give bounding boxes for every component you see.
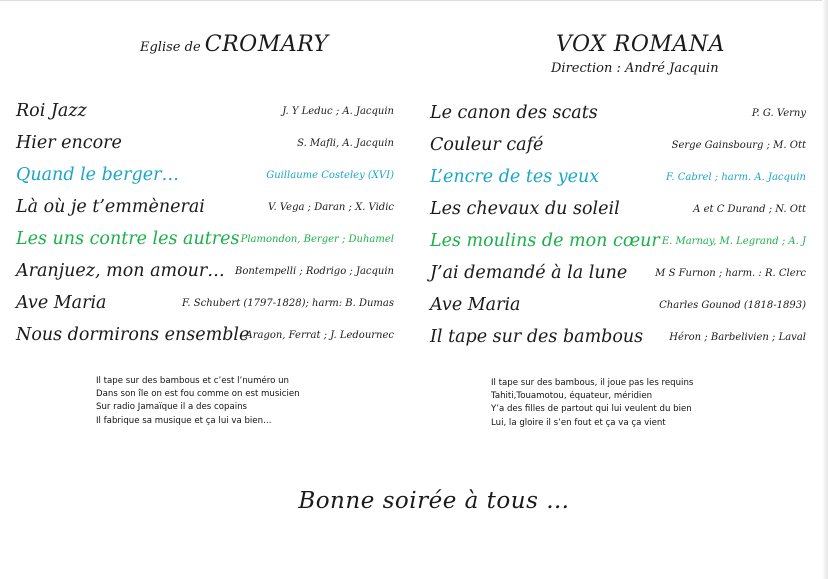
lyric-line: Il tape sur des bambous et c’est l’numéro un bbox=[96, 376, 289, 386]
song-credit: J. Y Leduc ; A. Jacquin bbox=[282, 106, 394, 117]
lyrics-right bbox=[491, 377, 693, 430]
song-title: Là où je t’emmènerai bbox=[16, 197, 205, 217]
song-credit: Héron ; Barbelivien ; Laval bbox=[669, 332, 806, 343]
song-title: Les moulins de mon cœur bbox=[430, 231, 660, 251]
venue-heading bbox=[140, 32, 329, 57]
song-title: Nous dormirons ensemble bbox=[16, 325, 250, 345]
song-credit: Charles Gounod (1818-1893) bbox=[659, 300, 806, 311]
lyric-line: Il fabrique sa musique et ça lui va bien… bbox=[96, 415, 272, 426]
song-credit: V. Vega ; Daran ; X. Vidic bbox=[268, 202, 394, 213]
program-item bbox=[430, 262, 806, 294]
song-title: Hier encore bbox=[16, 133, 122, 153]
program-item bbox=[430, 230, 806, 262]
song-credit: F. Cabrel ; harm. A. Jacquin bbox=[665, 172, 806, 183]
song-credit: P. G. Verny bbox=[751, 108, 806, 119]
lyric-line: Tahiti,Touamotou, équateur, méridien bbox=[491, 391, 653, 402]
venue-prefix: Eglise de bbox=[140, 40, 201, 55]
lyric-line: Y’a des filles de partout qui lui veulent du bien bbox=[491, 404, 692, 415]
program-item bbox=[430, 198, 806, 230]
program-item bbox=[430, 102, 806, 134]
program-item bbox=[16, 292, 394, 324]
song-title: L’encre de tes yeux bbox=[430, 167, 600, 187]
song-credit: E. Marnay, M. Legrand ; A. J bbox=[661, 236, 806, 247]
song-credit: Serge Gainsbourg ; M. Ott bbox=[671, 140, 806, 151]
closing-greeting: Bonne soirée à tous … bbox=[298, 488, 570, 514]
song-credit: Bontempelli ; Rodrigo ; Jacquin bbox=[235, 266, 394, 277]
program-item bbox=[16, 260, 394, 292]
program-item bbox=[16, 228, 394, 260]
song-title: Aranjuez, mon amour… bbox=[16, 261, 225, 281]
lyric-line: Sur radio Jamaïque il a des copains bbox=[96, 402, 248, 413]
program-item bbox=[430, 134, 806, 166]
lyric-line: Il tape sur des bambous, il joue pas les requins bbox=[491, 378, 694, 388]
song-title: Il tape sur des bambous bbox=[430, 327, 644, 347]
song-credit: Aragon, Ferrat ; J. Ledournec bbox=[245, 330, 394, 341]
program-item bbox=[430, 326, 806, 358]
song-title: Couleur café bbox=[430, 135, 544, 155]
song-title: Les uns contre les autres bbox=[16, 229, 240, 249]
song-credit: S. Mafli, A. Jacquin bbox=[297, 138, 394, 149]
song-credit: M S Furnon ; harm. : R. Clerc bbox=[655, 268, 806, 279]
song-title: Les chevaux du soleil bbox=[430, 199, 620, 219]
song-title: J’ai demandé à la lune bbox=[430, 263, 628, 283]
program-item bbox=[430, 294, 806, 326]
song-credit: F. Schubert (1797-1828); harm: B. Dumas bbox=[182, 298, 394, 309]
song-credit: Plamondon, Berger ; Duhamel bbox=[240, 234, 394, 245]
right-program-list bbox=[430, 102, 806, 358]
song-credit: Guillaume Costeley (XVI) bbox=[266, 170, 394, 181]
program-item bbox=[16, 100, 394, 132]
program-item bbox=[16, 132, 394, 164]
song-title: Roi Jazz bbox=[16, 101, 87, 121]
program-item bbox=[16, 164, 394, 196]
choir-director: Direction : André Jacquin bbox=[551, 61, 719, 76]
song-title: Quand le berger… bbox=[16, 165, 179, 185]
page-top-border bbox=[0, 0, 828, 1]
song-credit: A et C Durand ; N. Ott bbox=[693, 204, 806, 215]
lyrics-left bbox=[96, 375, 300, 428]
lyric-line: Dans son île on est fou comme on est musicien bbox=[96, 389, 300, 400]
program-item bbox=[16, 196, 394, 228]
lyric-line: Lui, la gloire il s’en fout et ça va ça vient bbox=[491, 417, 666, 428]
song-title: Ave Maria bbox=[16, 293, 107, 313]
song-title: Ave Maria bbox=[430, 295, 521, 315]
left-program-list bbox=[16, 100, 394, 356]
venue-name: CROMARY bbox=[204, 32, 329, 57]
song-title: Le canon des scats bbox=[430, 103, 598, 123]
program-item bbox=[430, 166, 806, 198]
choir-name: VOX ROMANA bbox=[556, 32, 725, 57]
program-item bbox=[16, 324, 394, 356]
